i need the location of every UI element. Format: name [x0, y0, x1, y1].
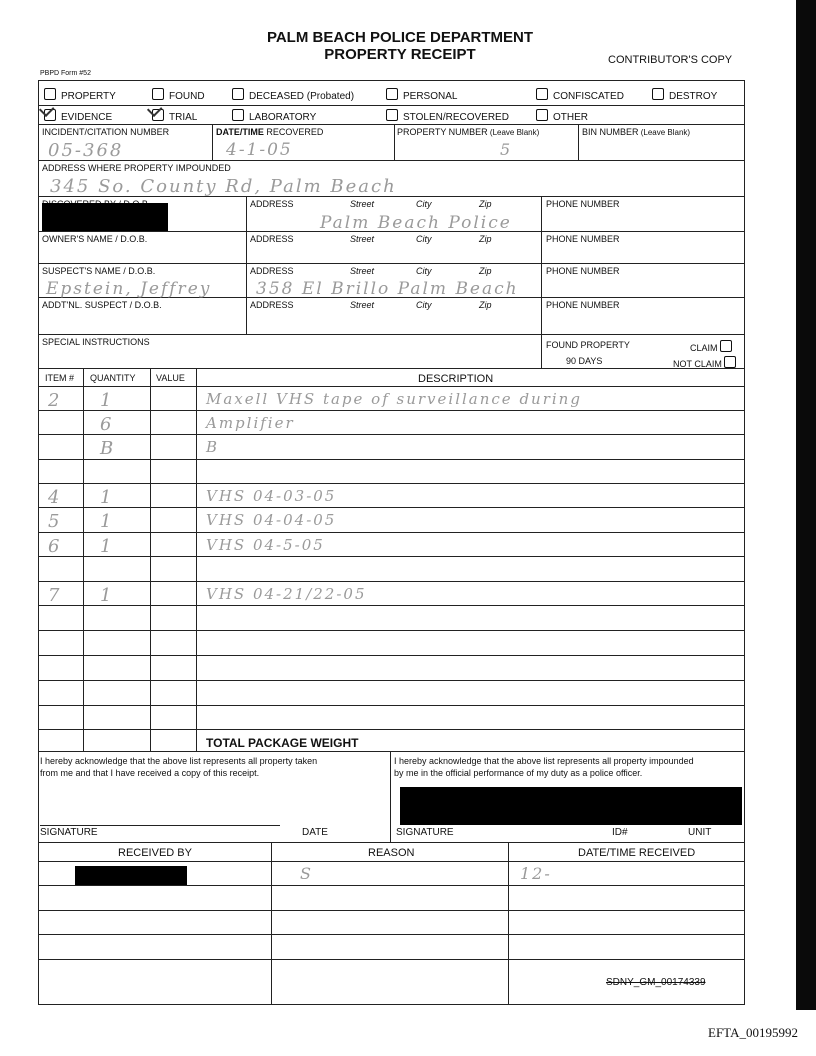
table-cell-description[interactable]: VHS 04-5-05	[206, 536, 325, 554]
form-title-line2: PROPERTY RECEIPT	[324, 46, 476, 63]
category-checkbox-stolen-recovered[interactable]	[386, 109, 509, 123]
zip-label: Zip	[479, 234, 492, 244]
unchecked-box-icon	[536, 88, 548, 100]
table-row-divider	[38, 410, 745, 411]
zip-label: Zip	[479, 300, 492, 310]
table-row-divider	[38, 680, 745, 681]
ack-left-line2: from me and that I have received a copy of this receipt.	[40, 768, 260, 778]
found-property-label: FOUND PROPERTY	[546, 340, 630, 350]
city-label: City	[416, 266, 432, 276]
property-number-label: PROPERTY NUMBER (Leave Blank)	[397, 127, 540, 137]
signature-label-right: SIGNATURE	[396, 827, 454, 838]
city-label: City	[416, 234, 432, 244]
id-label: ID#	[612, 827, 628, 838]
unchecked-box-icon	[44, 88, 56, 100]
address-label: ADDRESS	[250, 266, 294, 276]
table-row-divider	[38, 705, 745, 706]
table-cell-description[interactable]: VHS 04-04-05	[206, 511, 337, 529]
table-cell-quantity[interactable]: 1	[100, 487, 114, 508]
chain-row-divider	[38, 959, 745, 960]
category-label: PROPERTY	[61, 91, 116, 102]
category-label: EVIDENCE	[61, 112, 113, 123]
items-header-description: DESCRIPTION	[418, 373, 494, 385]
unchecked-box-icon	[232, 109, 244, 121]
items-header-value: VALUE	[156, 373, 185, 383]
table-cell-quantity[interactable]: 6	[100, 414, 114, 435]
table-cell-quantity[interactable]: B	[100, 438, 116, 459]
ack-right-line2: by me in the official performance of my duty as a police officer.	[394, 768, 643, 778]
chain-cell-datetime[interactable]: 12-	[520, 864, 552, 883]
street-label: Street	[350, 300, 375, 310]
address-label: ADDRESS	[250, 199, 294, 209]
category-label: STOLEN/RECOVERED	[403, 112, 509, 123]
category-checkbox-confiscated[interactable]	[536, 88, 624, 102]
address-label: ADDRESS	[250, 300, 294, 310]
claim-box-icon	[720, 340, 732, 352]
table-cell-quantity[interactable]: 1	[100, 511, 114, 532]
incident-number-value[interactable]: 05-368	[48, 140, 124, 161]
datetime-received-header: DATE/TIME RECEIVED	[578, 847, 696, 859]
table-row-divider	[38, 459, 745, 460]
phone-number-label: PHONE NUMBER	[546, 234, 620, 244]
table-row-divider	[38, 483, 745, 484]
unchecked-box-icon	[386, 109, 398, 121]
chain-cell-reason[interactable]: S	[300, 864, 313, 883]
addtl-suspect-label: ADDT'NL. SUSPECT / D.O.B.	[42, 300, 162, 310]
category-checkbox-trial[interactable]	[152, 109, 197, 123]
street-label: Street	[350, 266, 375, 276]
category-label: DECEASED (Probated)	[249, 91, 355, 102]
category-checkbox-laboratory[interactable]	[232, 109, 316, 123]
unit-label: UNIT	[688, 827, 712, 838]
not-claim-box-icon	[724, 356, 736, 368]
category-checkbox-found[interactable]	[152, 88, 205, 102]
table-row-divider	[38, 434, 745, 435]
table-cell-quantity[interactable]: 1	[100, 585, 114, 606]
street-label: Street	[350, 199, 375, 209]
ack-right-line1: I hereby acknowledge that the above list represents all property impounded	[394, 756, 694, 766]
category-label: CONFISCATED	[553, 91, 624, 102]
category-checkbox-deceased-probated[interactable]	[232, 88, 354, 102]
found-days-label: 90 DAYS	[566, 356, 603, 366]
reason-header: REASON	[368, 847, 415, 859]
scan-edge	[796, 0, 816, 1010]
redaction-officer-signature	[400, 787, 742, 825]
unchecked-box-icon	[232, 88, 244, 100]
date-label: DATE	[302, 827, 328, 838]
category-label: TRIAL	[169, 112, 198, 123]
table-cell-quantity[interactable]: 1	[100, 390, 114, 411]
ack-left-line1: I hereby acknowledge that the above list represents all property taken	[40, 756, 318, 766]
items-header-item: ITEM #	[45, 373, 75, 383]
table-row-divider	[38, 655, 745, 656]
category-checkbox-property[interactable]	[44, 88, 116, 102]
unchecked-box-icon	[536, 109, 548, 121]
table-cell-quantity[interactable]: 1	[100, 536, 114, 557]
table-row-divider	[38, 532, 745, 533]
address-impounded-label: ADDRESS WHERE PROPERTY IMPOUNDED	[42, 163, 231, 173]
copy-label: CONTRIBUTOR'S COPY	[608, 54, 733, 66]
checked-box-icon	[44, 109, 56, 121]
unchecked-box-icon	[652, 88, 664, 100]
category-checkbox-personal[interactable]	[386, 88, 457, 102]
table-cell-item[interactable]: 6	[48, 536, 62, 557]
suspect-name-label: SUSPECT'S NAME / D.O.B.	[42, 266, 156, 276]
chain-row-divider	[38, 934, 745, 935]
suspect-name-value[interactable]: Epstein, Jeffrey	[46, 279, 212, 299]
bates-number: SDNY_GM_00174339	[606, 977, 706, 988]
received-by-header: RECEIVED BY	[118, 847, 192, 859]
incident-number-label: INCIDENT/CITATION NUMBER	[42, 127, 170, 137]
table-cell-description[interactable]: VHS 04-21/22-05	[206, 585, 367, 603]
property-number-value[interactable]: 5	[500, 140, 513, 159]
form-number: PBPD Form #52	[40, 70, 91, 77]
bin-number-label: BIN NUMBER (Leave Blank)	[582, 127, 691, 137]
address-label: ADDRESS	[250, 234, 294, 244]
form-title-line1: PALM BEACH POLICE DEPARTMENT	[266, 29, 534, 46]
not-claim-label: NOT CLAIM	[673, 359, 722, 369]
signature-label-left: SIGNATURE	[40, 827, 98, 838]
owners-name-label: OWNER'S NAME / D.O.B.	[42, 234, 148, 244]
redaction-received-by	[75, 866, 187, 885]
street-label: Street	[350, 234, 375, 244]
table-cell-description[interactable]: VHS 04-03-05	[206, 487, 337, 505]
items-header-quantity: QUANTITY	[90, 373, 136, 383]
total-package-weight-label: TOTAL PACKAGE WEIGHT	[206, 736, 359, 750]
phone-number-label: PHONE NUMBER	[546, 266, 620, 276]
table-row-divider	[38, 507, 745, 508]
table-row-divider	[38, 581, 745, 582]
table-row-divider	[38, 630, 745, 631]
zip-label: Zip	[479, 199, 492, 209]
category-label: DESTROY	[669, 91, 718, 102]
category-label: FOUND	[169, 91, 205, 102]
table-cell-item[interactable]: 7	[48, 585, 62, 606]
zip-label: Zip	[479, 266, 492, 276]
chain-row-divider	[38, 910, 745, 911]
phone-number-label: PHONE NUMBER	[546, 199, 620, 209]
category-label: LABORATORY	[249, 112, 317, 123]
table-cell-item[interactable]: 5	[48, 511, 62, 532]
claim-label: CLAIM	[690, 343, 718, 353]
category-label: PERSONAL	[403, 91, 458, 102]
table-cell-item[interactable]: 2	[48, 390, 62, 411]
table-cell-description[interactable]: B	[206, 438, 220, 456]
city-label: City	[416, 199, 432, 209]
redaction-discovered-by	[42, 203, 168, 231]
efta-number: EFTA_00195992	[708, 1025, 798, 1040]
table-cell-description[interactable]: Amplifier	[206, 414, 295, 432]
unchecked-box-icon	[152, 88, 164, 100]
datetime-recovered-value[interactable]: 4-1-05	[226, 140, 293, 160]
category-checkbox-evidence[interactable]	[44, 109, 112, 123]
discovered-address-value[interactable]: Palm Beach Police	[320, 213, 512, 233]
table-cell-item[interactable]: 4	[48, 487, 62, 508]
claim-checkbox[interactable]	[690, 340, 737, 353]
table-cell-description[interactable]: Maxell VHS tape of surveillance during	[206, 390, 582, 408]
special-instructions-label: SPECIAL INSTRUCTIONS	[42, 337, 150, 347]
datetime-recovered-label: DATE/TIME RECOVERED	[216, 127, 324, 137]
category-checkbox-other[interactable]	[536, 109, 588, 123]
suspect-address-value[interactable]: 358 El Brillo Palm Beach	[256, 279, 519, 299]
unchecked-box-icon	[386, 88, 398, 100]
city-label: City	[416, 300, 432, 310]
address-impounded-value[interactable]: 345 So. County Rd, Palm Beach	[50, 176, 397, 197]
table-row-divider	[38, 556, 745, 557]
chain-row-divider	[38, 885, 745, 886]
phone-number-label: PHONE NUMBER	[546, 300, 620, 310]
table-row-divider	[38, 729, 745, 730]
category-checkbox-destroy[interactable]	[652, 88, 717, 102]
table-row-divider	[38, 605, 745, 606]
checked-box-icon	[152, 109, 164, 121]
category-label: OTHER	[553, 112, 588, 123]
